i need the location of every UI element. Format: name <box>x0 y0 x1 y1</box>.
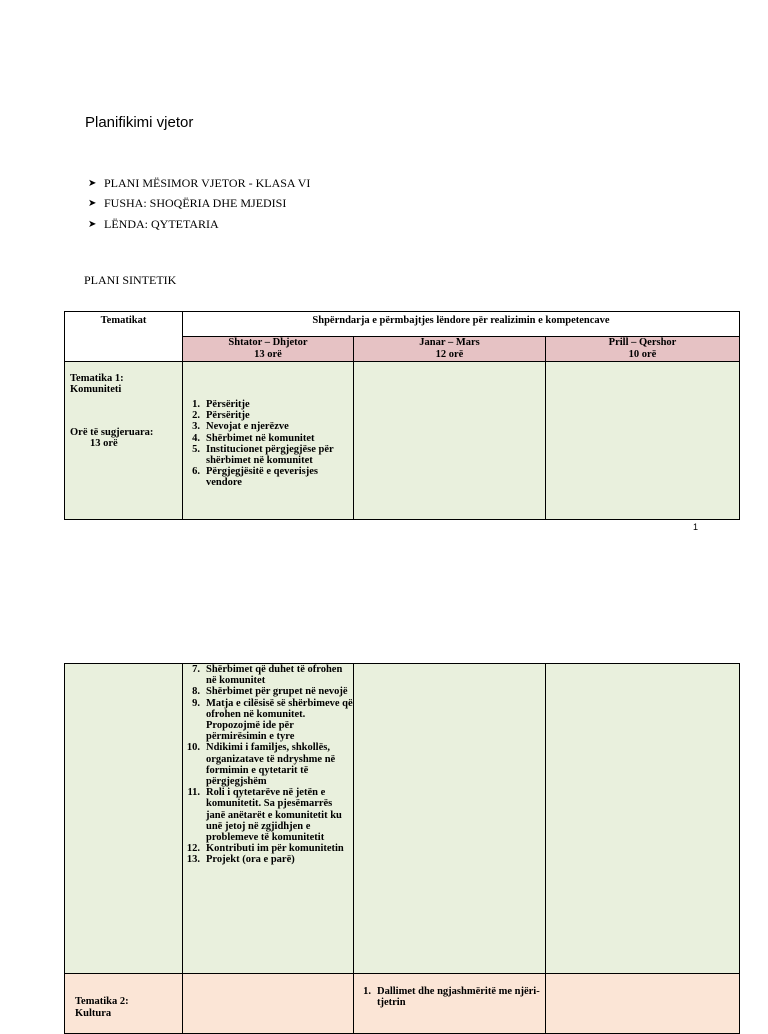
topic-item <box>183 421 353 432</box>
topic-number: 12. <box>186 843 200 855</box>
period-header <box>183 337 354 362</box>
period-name: Shtator – Dhjetor <box>228 337 308 348</box>
theme-name: Kultura <box>75 1007 112 1019</box>
document-title: Planifikimi vjetor <box>85 114 194 131</box>
topic-text: Shërbimet që duhet të ofrohen në komunitet <box>206 664 343 687</box>
topic-text: Projekt (ora e parë) <box>206 854 295 866</box>
arrow-bullet-icon: ➤ <box>88 218 97 230</box>
topic-number: 1. <box>363 986 371 997</box>
arrow-bullet-icon: ➤ <box>88 198 97 210</box>
topic-text: Matja e cilësisë së shërbimeve që ofrohen në komunitet. Propozojmë ide për përmirësimin e tyre <box>206 697 353 743</box>
topic-item <box>183 686 353 697</box>
topic-item <box>183 742 353 787</box>
theme-2-cell <box>65 974 183 1034</box>
topic-text: Shërbimet në komunitet <box>206 432 315 444</box>
synthetic-plan-table-continued <box>64 663 740 1034</box>
theme-1-period-3-continued <box>546 664 740 974</box>
arrow-bullet-icon: ➤ <box>88 177 97 189</box>
period-header <box>354 337 546 362</box>
topic-number: 2. <box>192 410 200 422</box>
topic-item <box>183 854 353 865</box>
topic-item <box>183 787 353 843</box>
period-hours: 12 orë <box>435 349 464 360</box>
period-name: Prill – Qershor <box>608 337 677 348</box>
topic-item <box>183 444 353 466</box>
topic-item <box>354 986 545 1008</box>
topic-number: 5. <box>192 443 200 455</box>
theme-title: Tematika 2: <box>75 996 129 1007</box>
plan-info-text: PLANI MËSIMOR VJETOR - KLASA VI <box>104 175 311 190</box>
topic-number: 13. <box>186 854 200 866</box>
theme-1-period-1 <box>183 362 354 520</box>
topic-item <box>183 698 353 743</box>
topic-number: 6. <box>192 466 200 478</box>
synthetic-plan-table <box>64 311 740 520</box>
topic-text: Shërbimet për grupet në nevojë <box>206 686 348 698</box>
section-title: PLANI SINTETIK <box>84 273 177 287</box>
theme-name: Komuniteti <box>70 384 122 395</box>
theme-2-period-1 <box>183 974 354 1034</box>
plan-info-text: FUSHA: SHOQËRIA DHE MJEDISI <box>104 196 287 211</box>
period-header <box>546 337 740 362</box>
topic-item <box>183 664 353 686</box>
topic-text: Ndikimi i familjes, shkollës, organizatave të ndryshme në formimin e qytetarit të përgjegjshëm <box>206 742 336 788</box>
theme-1-continued-cell <box>65 664 183 974</box>
topic-number: 4. <box>192 432 200 444</box>
topic-item <box>183 843 353 854</box>
topic-text: Dallimet dhe ngjashmëritë me njëri- tjetrin <box>377 986 540 1009</box>
topic-text: Institucionet përgjegjëse për shërbimet në komunitet <box>206 443 334 467</box>
topic-text: Përsëritje <box>206 410 250 422</box>
topic-text: Kontributi im për komunitetin <box>206 843 344 855</box>
plan-info-item <box>88 194 310 215</box>
suggested-hours-label: Orë të sugjeruara: <box>70 427 154 438</box>
topic-number: 1. <box>192 399 200 410</box>
theme-2-period-2 <box>354 974 546 1034</box>
topic-item <box>183 410 353 421</box>
topic-list <box>354 986 545 1008</box>
topic-item <box>183 399 353 410</box>
topic-item <box>183 466 353 488</box>
topic-number: 7. <box>192 664 200 675</box>
page-number: 1 <box>693 522 699 532</box>
theme-1-period-3 <box>546 362 740 520</box>
topic-number: 8. <box>192 686 200 698</box>
period-hours: 13 orë <box>254 349 282 360</box>
topic-list <box>183 664 353 866</box>
header-themes: Tematikat <box>65 312 183 362</box>
topic-number: 9. <box>192 697 200 709</box>
header-distribution: Shpërndarja e përmbajtjes lëndore për realizimin e kompetencave <box>183 312 740 337</box>
theme-2-period-3 <box>546 974 740 1034</box>
topic-text: Përsëritje <box>206 399 250 410</box>
topic-list <box>183 399 353 489</box>
plan-info-list <box>88 173 310 235</box>
theme-title: Tematika 1: <box>70 373 124 384</box>
topic-number: 10. <box>186 742 200 754</box>
plan-info-text: LËNDA: QYTETARIA <box>104 216 219 231</box>
theme-1-cell <box>65 362 183 520</box>
topic-text: Nevojat e njerëzve <box>206 421 289 433</box>
theme-1-period-2-continued <box>354 664 546 974</box>
period-hours: 10 orë <box>628 349 657 360</box>
topic-number: 11. <box>187 787 200 799</box>
topic-text: Roli i qytetarëve në jetën e komunitetit. Sa pjesëmarrës janë anëtarët e komunitetit ku unë jetoj në zgjidhjen e problemeve të komunitetit <box>206 787 342 844</box>
plan-info-item <box>88 173 310 194</box>
theme-1-period-1-continued <box>183 664 354 974</box>
plan-info-item <box>88 214 310 235</box>
period-name: Janar – Mars <box>419 337 480 348</box>
topic-number: 3. <box>192 421 200 433</box>
theme-1-period-2 <box>354 362 546 520</box>
topic-item <box>183 433 353 444</box>
topic-text: Përgjegjësitë e qeverisjes vendore <box>206 466 318 489</box>
suggested-hours: 13 orë <box>90 438 118 449</box>
